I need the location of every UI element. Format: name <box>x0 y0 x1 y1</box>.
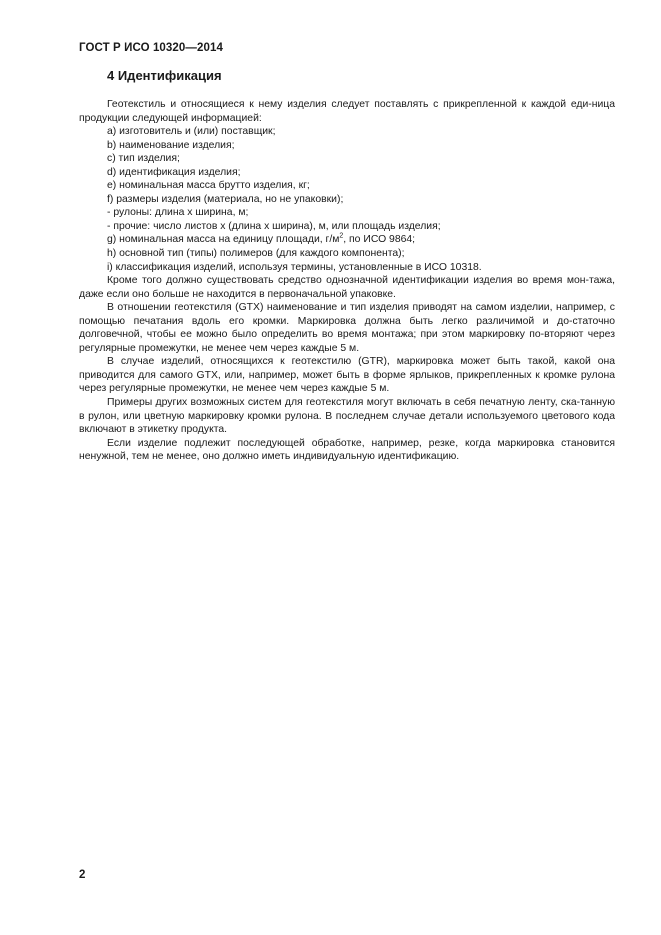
list-item: a) изготовитель и (или) поставщик; <box>107 126 276 138</box>
list-item: - рулоны: длина x ширина, м; <box>107 207 249 219</box>
section-body <box>79 98 615 464</box>
list-item: d) идентификация изделия; <box>107 166 241 178</box>
page-number: 2 <box>79 869 86 881</box>
paragraph: Примеры других возможных систем для геотекстиля могут включать в себя печатную ленту, ска-танную в рулон, или цветную маркировку кромки рулона. В последнем случае детали используемого цветового кода включают в этикетку продукта. <box>79 397 615 436</box>
paragraph: В случае изделий, относящихся к геотекстилю (GTR), маркировка может быть такой, какой она приводится для самого GTX, или, например, может быть в форме ярлыков, прикрепленных к кромке рулона через регулярные промежутки, не менее чем через каждые 5 м. <box>79 356 615 395</box>
list-item: e) номинальная масса брутто изделия, кг; <box>107 180 310 192</box>
list-item: f) размеры изделия (материала, но не упаковки); <box>107 193 344 205</box>
paragraph: В отношении геотекстиля (GTX) наименование и тип изделия приводят на самом изделии, например, с помощью печатания вдоль его кромки. Маркировка должна быть легко различимой и до-статочно долговечной, чтобы ее можно было определить во время монтажа; при этом маркировку по-вторяют через регулярные промежутки, не менее чем через каждые 5 м. <box>79 302 615 354</box>
list-item: b) наименование изделия; <box>107 139 235 151</box>
list-item: c) тип изделия; <box>107 153 180 165</box>
paragraph: Если изделие подлежит последующей обработке, например, резке, когда маркировка становится ненужной, тем не менее, оно должно иметь индивидуальную идентификацию. <box>79 437 615 463</box>
intro-paragraph: Геотекстиль и относящиеся к нему изделия следует поставлять с прикрепленной к каждой еди-ница продукции следующей информацией: <box>79 99 615 124</box>
document-header: ГОСТ Р ИСО 10320—2014 <box>79 42 224 54</box>
list-item-g <box>107 233 615 247</box>
list-item-g-tail: , по ИСО 9864; <box>343 234 416 246</box>
superscript: 2 <box>339 233 344 240</box>
list-item-g-text: g) номинальная масса на единицу площади, г/м <box>107 234 340 246</box>
section-title: 4 Идентификация <box>107 68 222 83</box>
list-item: i) классификация изделий, используя термины, установленные в ИСО 10318. <box>107 261 482 273</box>
list-item: h) основной тип (типы) полимеров (для каждого компонента); <box>107 248 405 260</box>
paragraph: Кроме того должно существовать средство однозначной идентификации изделия во время мон-тажа, даже если оно больше не находится в первоначальной упаковке. <box>79 275 615 300</box>
list-item: - прочие: число листов x (длина x ширина), м, или площадь изделия; <box>107 220 441 232</box>
